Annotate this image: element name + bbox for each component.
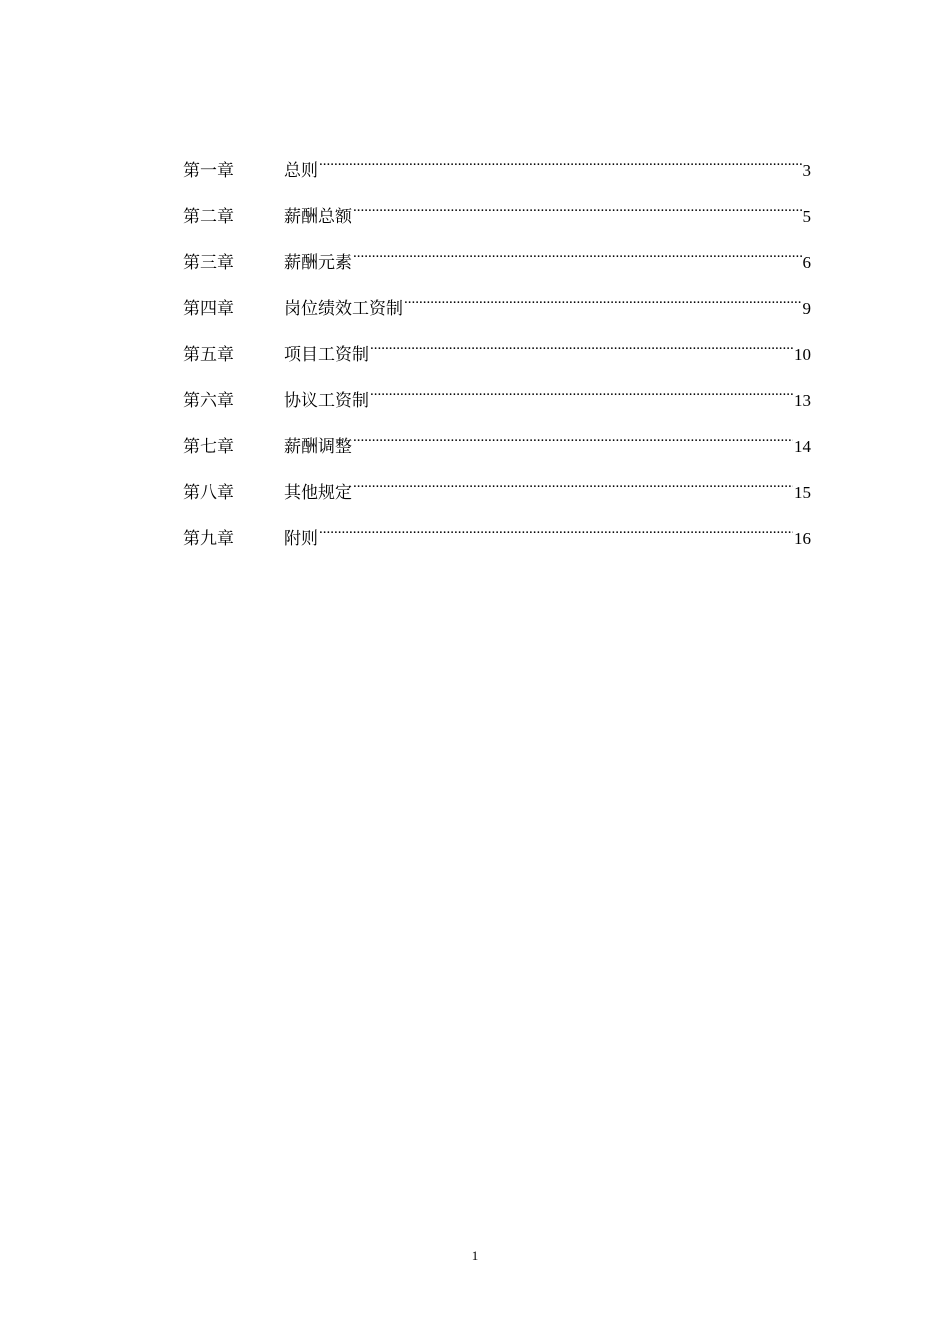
dot-leader	[319, 514, 793, 544]
toc-entry-9[interactable]	[183, 514, 811, 560]
toc-entry-7[interactable]	[183, 422, 811, 468]
page-reference: 5	[802, 207, 811, 226]
toc-entry-5[interactable]	[183, 330, 811, 376]
chapter-title: 岗位绩效工资制	[284, 299, 403, 319]
chapter-number: 第五章	[183, 345, 234, 365]
chapter-number: 第四章	[183, 299, 234, 319]
toc-entry-1[interactable]	[183, 146, 811, 192]
toc-entry-6[interactable]	[183, 376, 811, 422]
dot-leader	[353, 422, 793, 452]
chapter-number: 第六章	[183, 391, 234, 411]
chapter-number: 第八章	[183, 483, 234, 503]
chapter-title: 项目工资制	[284, 345, 369, 365]
dot-leader	[353, 192, 802, 222]
table-of-contents	[183, 146, 811, 560]
toc-entry-8[interactable]	[183, 468, 811, 514]
page-reference: 16	[794, 529, 811, 548]
chapter-title: 薪酬元素	[284, 253, 352, 273]
toc-entry-2[interactable]	[183, 192, 811, 238]
toc-entry-4[interactable]	[183, 284, 811, 330]
toc-entry-3[interactable]	[183, 238, 811, 284]
dot-leader	[319, 146, 802, 176]
dot-leader	[370, 376, 793, 406]
page-reference: 15	[794, 483, 811, 502]
dot-leader	[353, 238, 802, 268]
chapter-number: 第三章	[183, 253, 234, 273]
page-reference: 3	[802, 161, 811, 180]
footer-page-number: 1	[471, 1248, 479, 1263]
chapter-title: 其他规定	[284, 483, 352, 503]
chapter-number: 第一章	[183, 161, 234, 181]
chapter-title: 附则	[284, 529, 318, 549]
page-reference: 9	[802, 299, 811, 318]
page-reference: 10	[794, 345, 811, 364]
chapter-title: 薪酬总额	[284, 207, 352, 227]
page-reference: 6	[802, 253, 811, 272]
chapter-title: 薪酬调整	[284, 437, 352, 457]
chapter-number: 第二章	[183, 207, 234, 227]
chapter-title: 协议工资制	[284, 391, 369, 411]
dot-leader	[404, 284, 802, 314]
chapter-number: 第九章	[183, 529, 234, 549]
dot-leader	[353, 468, 793, 498]
page-reference: 14	[794, 437, 811, 456]
chapter-number: 第七章	[183, 437, 234, 457]
page-reference: 13	[794, 391, 811, 410]
chapter-title: 总则	[284, 161, 318, 181]
dot-leader	[370, 330, 793, 360]
